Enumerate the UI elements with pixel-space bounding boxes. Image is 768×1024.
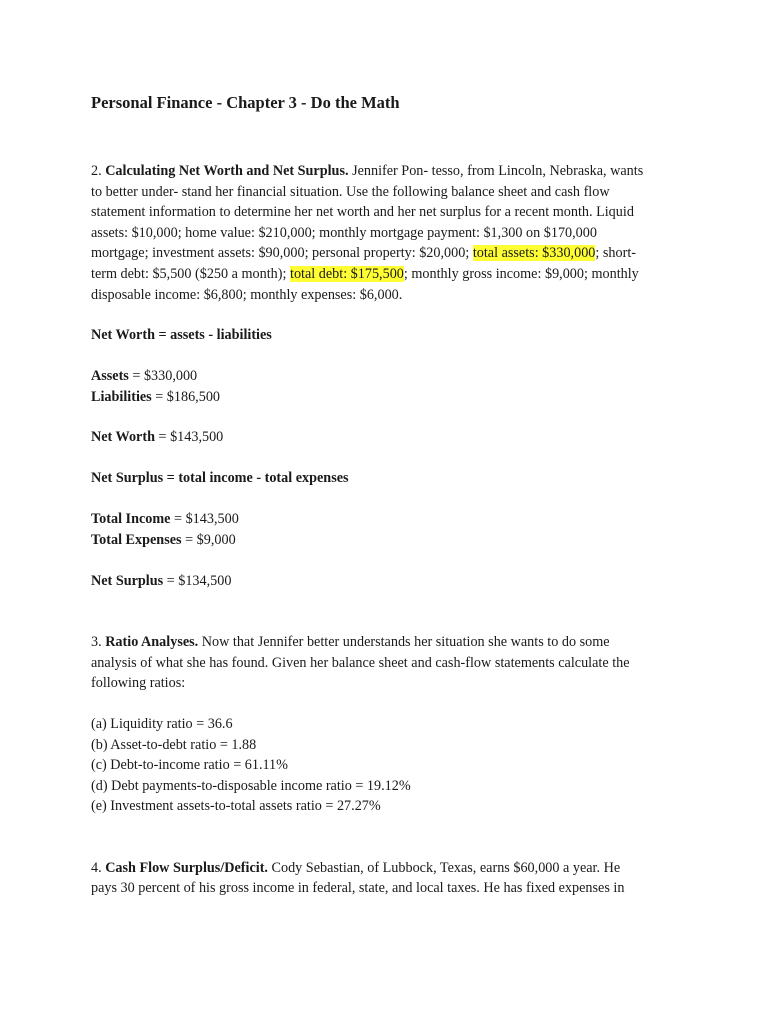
problem2-line-3: statement information to determine her net worth and her net surplus for a recent month. Liquid (91, 204, 634, 220)
total-debt-highlight: total debt: $175,500 (290, 266, 404, 282)
problem2-line5-tail: ; short- (595, 245, 636, 261)
assets-value: = $330,000 (128, 368, 198, 384)
problem2-line-5 (91, 243, 636, 263)
net-surplus-label: Net Surplus (91, 573, 164, 589)
net-worth-value: = $143,500 (154, 429, 224, 445)
problem4-text: Cody Sebastian, of Lubbock, Texas, earns $60,000 a year. He (271, 860, 621, 876)
liabilities-label: Liabilities (91, 389, 152, 405)
net-surplus-row (91, 571, 231, 591)
problem3-line-3: following ratios: (91, 675, 186, 691)
problem4-line-2: pays 30 percent of his gross income in federal, state, and local taxes. He has fixed expenses in (91, 880, 625, 896)
assets-row (91, 366, 197, 386)
liabilities-value: = $186,500 (151, 389, 221, 405)
ratio-item-c: (c) Debt-to-income ratio = 61.11% (91, 757, 288, 773)
problem2-line-1 (91, 161, 643, 181)
problem2-heading: Calculating Net Worth and Net Surplus. (105, 163, 349, 179)
net-worth-label: Net Worth (91, 429, 155, 445)
page-title: Personal Finance - Chapter 3 - Do the Math (91, 93, 400, 112)
problem4-number: 4. (91, 860, 102, 876)
problem2-line-6 (91, 264, 639, 284)
problem3-heading: Ratio Analyses. (105, 634, 199, 650)
total-income-row (91, 509, 239, 529)
problem2-number: 2. (91, 163, 102, 179)
ratio-item-e: (e) Investment assets-to-total assets ratio = 27.27% (91, 798, 381, 814)
net-surplus-formula: Net Surplus = total income - total expenses (91, 470, 349, 486)
problem2-line6-tail: ; monthly gross income: $9,000; monthly (403, 266, 639, 282)
problem3-line-2: analysis of what she has found. Given her balance sheet and cash-flow statements calculate the (91, 655, 630, 671)
net-surplus-value: = $134,500 (163, 573, 232, 589)
problem2-text: Jennifer Pon- tesso, from Lincoln, Nebraska, wants (352, 163, 644, 179)
problem2-line6-text: term debt: $5,500 ($250 a month); (91, 266, 287, 282)
problem4-line-1 (91, 858, 620, 878)
problem2-line-7: disposable income: $6,800; monthly expenses: $6,000. (91, 287, 403, 303)
total-income-value: = $143,500 (170, 511, 239, 527)
total-expenses-value: = $9,000 (181, 532, 236, 548)
assets-label: Assets (91, 368, 129, 384)
problem2-line5-text: mortgage; investment assets: $90,000; personal property: $20,000; (91, 245, 470, 261)
problem2-line-2: to better under- stand her financial situation. Use the following balance sheet and cash flow (91, 184, 610, 200)
problem2-line-4: assets: $10,000; home value: $210,000; monthly mortgage payment: $1,300 on $170,000 (91, 225, 597, 241)
total-assets-highlight: total assets: $330,000 (472, 245, 596, 261)
ratio-item-d: (d) Debt payments-to-disposable income ratio = 19.12% (91, 778, 411, 794)
total-expenses-label: Total Expenses (91, 532, 182, 548)
total-expenses-row (91, 530, 236, 550)
net-worth-row (91, 427, 223, 447)
problem3-text: Now that Jennifer better understands her situation she wants to do some (201, 634, 610, 650)
liabilities-row (91, 387, 220, 407)
problem3-number: 3. (91, 634, 102, 650)
problem4-heading: Cash Flow Surplus/Deficit. (105, 860, 268, 876)
ratio-item-a: (a) Liquidity ratio = 36.6 (91, 716, 233, 732)
ratio-item-b: (b) Asset-to-debt ratio = 1.88 (91, 737, 257, 753)
problem3-line-1 (91, 632, 610, 652)
total-income-label: Total Income (91, 511, 171, 527)
net-worth-formula: Net Worth = assets - liabilities (91, 327, 272, 343)
